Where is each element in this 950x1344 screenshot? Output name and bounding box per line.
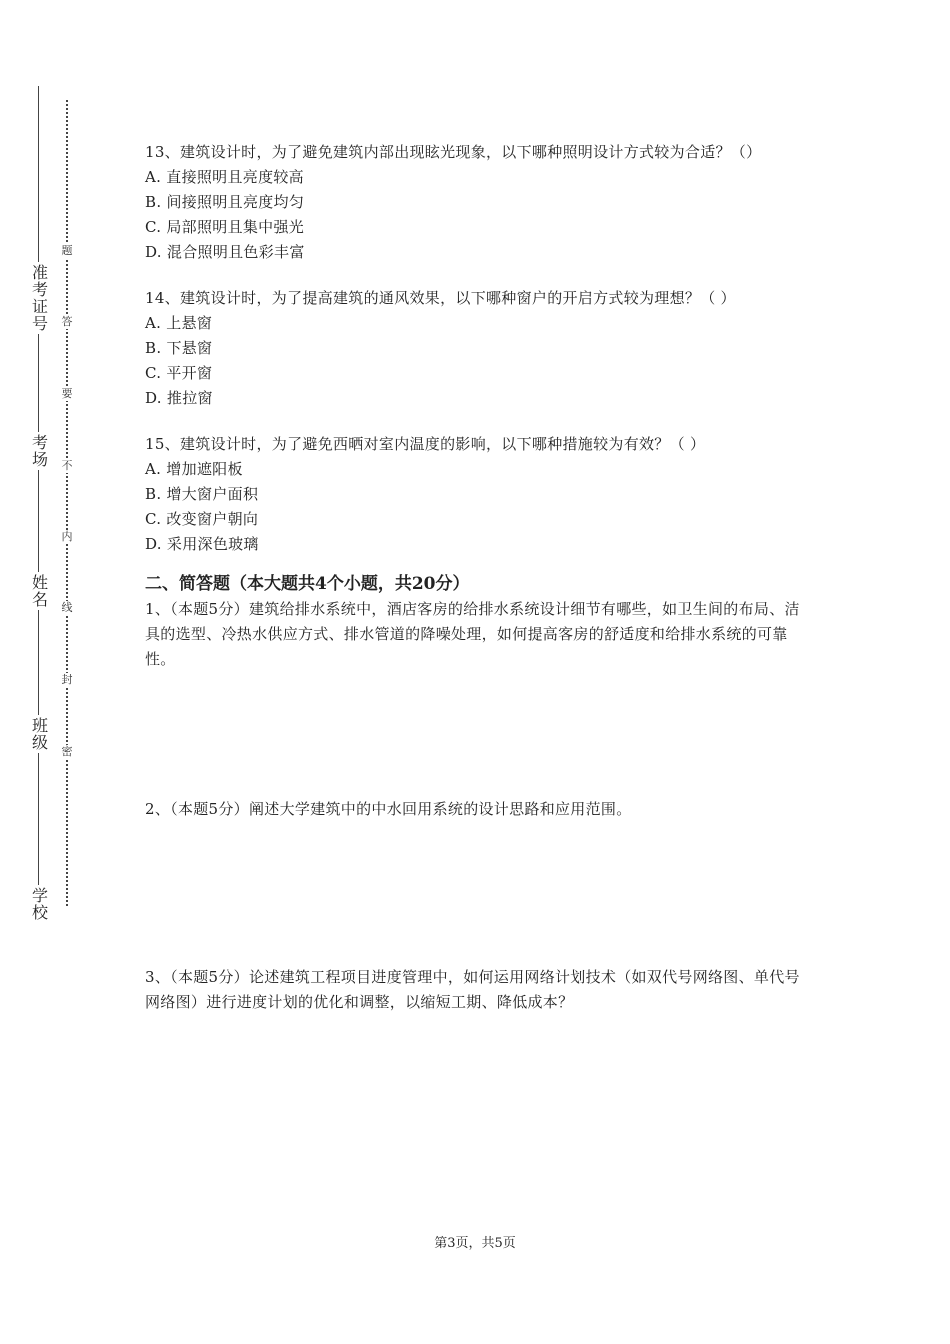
option-a[interactable]: A. 增加遮阳板 — [145, 460, 243, 478]
seal-char: 线 — [61, 601, 73, 614]
seal-char: 封 — [61, 673, 73, 686]
question-13 — [145, 140, 810, 265]
short-answer-3: 3、（本题5分）论述建筑工程项目进度管理中，如何运用网络计划技术（如双代号网络图、单代号网络图）进行进度计划的优化和调整，以缩短工期、降低成本？ — [145, 968, 800, 1011]
question-14 — [145, 286, 810, 411]
option-d[interactable]: D. 推拉窗 — [145, 389, 213, 407]
option-d[interactable]: D. 采用深色玻璃 — [145, 535, 259, 553]
option-b[interactable]: B. 增大窗户面积 — [145, 485, 259, 503]
page-number: 第3页，共5页 — [434, 1236, 516, 1251]
option-c[interactable]: C. 改变窗户朝向 — [145, 510, 259, 528]
seal-char: 要 — [61, 387, 73, 400]
option-b[interactable]: B. 间接照明且亮度均匀 — [145, 193, 305, 211]
seal-char: 内 — [61, 530, 73, 543]
option-d[interactable]: D. 混合照明且色彩丰富 — [145, 243, 305, 261]
short-answer-2: 2、（本题5分）阐述大学建筑中的中水回用系统的设计思路和应用范围。 — [145, 800, 632, 818]
option-a[interactable]: A. 上悬窗 — [145, 314, 213, 332]
seal-dotted-line — [66, 100, 68, 906]
section-title-short-answer: 二、简答题（本大题共4个小题，共20分） — [145, 574, 470, 594]
exam-content — [145, 140, 810, 1015]
option-a[interactable]: A. 直接照明且亮度较高 — [145, 168, 304, 186]
option-b[interactable]: B. 下悬窗 — [145, 339, 213, 357]
seal-char: 题 — [61, 244, 73, 257]
short-answer-1: 1、（本题5分）建筑给排水系统中，酒店客房的给排水系统设计细节有哪些，如卫生间的布局、洁具的选型、冷热水供应方式、排水管道的降噪处理，如何提高客房的舒适度和给排水系统的可靠性。 — [145, 600, 800, 668]
seal-char: 密 — [61, 745, 73, 758]
school-label: 学校 — [31, 886, 48, 922]
class-label: 班级 — [31, 716, 48, 752]
question-15 — [145, 432, 810, 557]
question-stem: 14、建筑设计时，为了提高建筑的通风效果，以下哪种窗户的开启方式较为理想？（ ） — [145, 289, 736, 307]
binding-solid-line — [38, 86, 39, 922]
binding-strip — [0, 0, 100, 1344]
exam-id-label: 准考证号 — [31, 263, 48, 333]
exam-room-label: 考场 — [31, 433, 48, 469]
question-stem: 13、建筑设计时，为了避免建筑内部出现眩光现象，以下哪种照明设计方式较为合适？（） — [145, 143, 762, 161]
question-stem: 15、建筑设计时，为了避免西晒对室内温度的影响，以下哪种措施较为有效？（ ） — [145, 435, 706, 453]
option-c[interactable]: C. 平开窗 — [145, 364, 213, 382]
seal-char: 答 — [61, 315, 73, 328]
seal-char: 不 — [61, 459, 73, 472]
option-c[interactable]: C. 局部照明且集中强光 — [145, 218, 305, 236]
name-label: 姓名 — [31, 573, 48, 609]
